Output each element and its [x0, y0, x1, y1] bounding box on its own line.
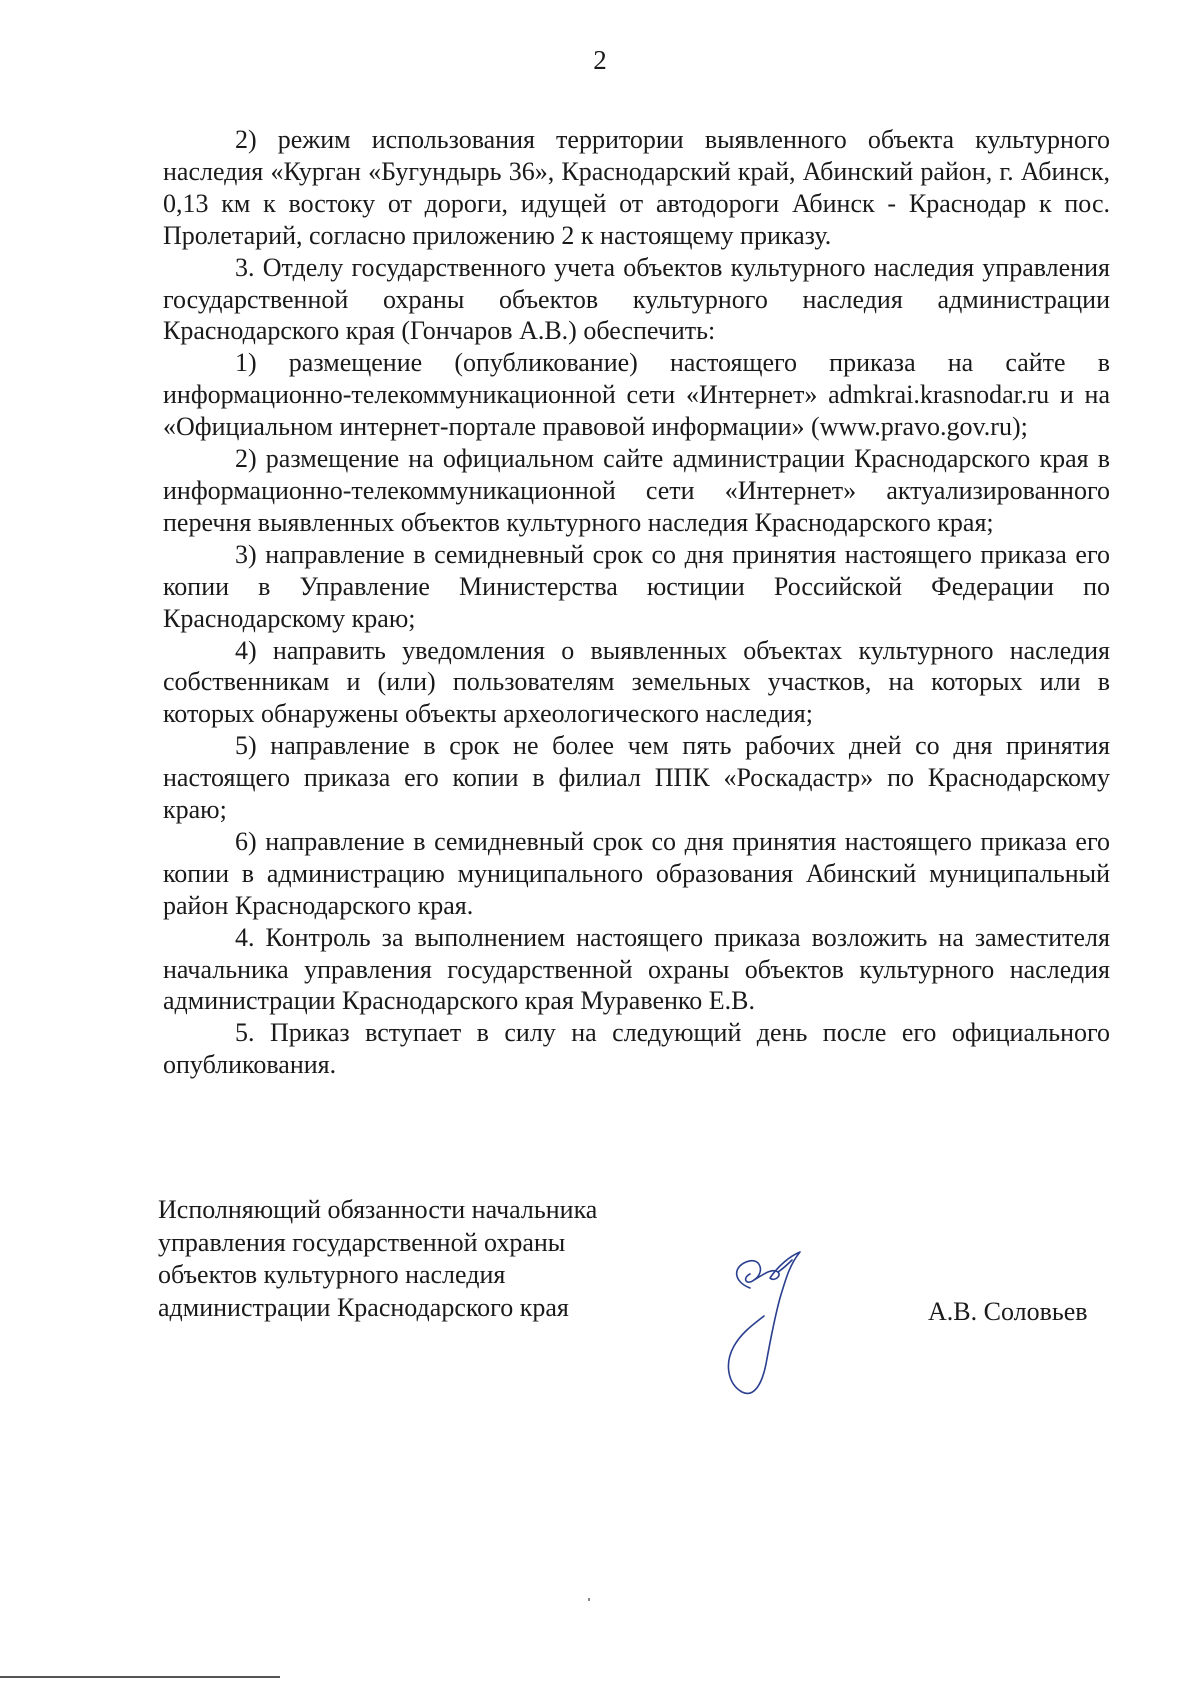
- signature-flourish-stroke: [728, 1252, 800, 1393]
- paragraph-territory-regime: 2) режим использования территории выявленного объекта культурного наследия «Курган «Бугундырь 36», Краснодарский край, Абинский район, г. Абинск, 0,13 км к востоку от дороги, идущей от автодороги Абинск - Краснодар к пос. Пролетарий, согласно приложению 2 к настоящему приказу.: [163, 125, 1110, 250]
- signer-name: А.В. Соловьев: [928, 1297, 1088, 1326]
- paragraph-effective-date: 5. Приказ вступает в силу на следующий день после его официального опубликования.: [163, 1018, 1110, 1080]
- paragraph-publication: 1) размещение (опубликование) настоящего приказа на сайте в информационно-телекоммуникационной сети «Интернет» admkrai.krasnodar.ru и на «Официальном интернет-портале правовой информации» (www.pravo.gov.ru);: [163, 348, 1110, 442]
- handwritten-signature: [720, 1238, 850, 1418]
- document-body: [163, 124, 1110, 1081]
- signatory-position-line: управления государственной охраны: [158, 1227, 566, 1257]
- signatory-position-line: объектов культурного наследия: [158, 1260, 506, 1289]
- signature-loop-stroke: [737, 1261, 761, 1288]
- signatory-position-line: администрации Краснодарского края: [158, 1292, 569, 1322]
- page-number: 2: [593, 45, 607, 75]
- signatory-position: [158, 1194, 597, 1324]
- scan-artifact-dot: [588, 1598, 590, 1601]
- paragraph-roskadastr: 5) направление в срок не более чем пять рабочих дней со дня принятия настоящего приказа его копии в филиал ППК «Роскадастр» по Краснодарскому краю;: [163, 731, 1110, 825]
- paragraph-control: 4. Контроль за выполнением настоящего приказа возложить на заместителя начальника управления государственной охраны объектов культурного наследия администрации Краснодарского края Муравенко Е.В.: [163, 922, 1110, 1016]
- paragraph-municipal-administration: 6) направление в семидневный срок со дня принятия настоящего приказа его копии в администрацию муниципального образования Абинский муниципальный район Краснодарского края.: [163, 826, 1110, 920]
- paragraph-website-list: 2) размещение на официальном сайте администрации Краснодарского края в информационно-телекоммуникационной сети «Интернет» актуализированного перечня выявленных объектов культурного наследия Краснодарского края;: [163, 444, 1110, 537]
- paragraph-ministry-of-justice: 3) направление в семидневный срок со дня принятия настоящего приказа его копии в Управление Министерства юстиции Российской Федерации по Краснодарскому краю;: [163, 539, 1110, 633]
- scan-artifact-line: [0, 1676, 280, 1678]
- signatory-position-line: Исполняющий обязанности начальника: [158, 1195, 598, 1224]
- paragraph-owner-notifications: 4) направить уведомления о выявленных объектах культурного наследия собственникам и (или) пользователям земельных участков, на которых или в которых обнаружены объекты археологического наследия;: [163, 635, 1110, 729]
- paragraph-accounting-department: 3. Отделу государственного учета объектов культурного наследия управления государственной охраны объектов культурного наследия администрации Краснодарского края (Гончаров А.В.) обеспечить:: [163, 252, 1110, 346]
